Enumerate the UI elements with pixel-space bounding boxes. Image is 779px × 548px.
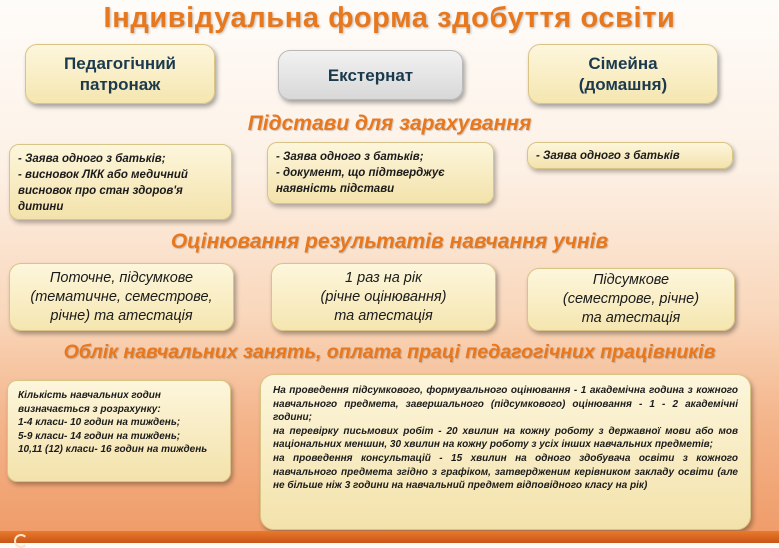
payment-item: На проведення підсумкового, формувального оцінювання - 1 академічна година з кожного навчального предмета, завершального (підсумкового) оцінювання - 1 - 2 академічні години;	[273, 385, 738, 424]
enrollment-box-external	[267, 142, 494, 204]
decor-swirl-icon	[14, 534, 28, 548]
enrollment-box-patronage	[9, 144, 232, 220]
page-title: Індивідуальна форма здобуття освіти	[103, 2, 676, 34]
list-item: - Заява одного з батьків	[536, 150, 680, 162]
eval-line: (тематичне, семестрове,	[30, 288, 213, 305]
section-heading-enrollment: Підстави для зарахування	[247, 112, 532, 135]
payment-item: на перевірку письмових робіт - 20 хвилин на кожну роботу з державної мови або мов національних меншин, 30 хвилин на кожну роботу з усіх інших навчальних предметів;	[273, 425, 738, 451]
form-label: Екстернат	[327, 65, 414, 85]
eval-line: Поточне, підсумкове	[49, 269, 194, 286]
hours-item: Кількість навчальних годин визначається з розрахунку:	[18, 390, 161, 415]
payment-item: на проведення консультацій - 15 хвилин на одного здобувача освіти з кожного навчального предмета згідно з графіком, затвердженим керівником закладу освіти (але не більше ніж 3 години на навчальний предмет відповідного класу на рік)	[273, 452, 738, 492]
eval-line: річне) та атестація	[50, 307, 193, 324]
eval-line: (семестрове, річне)	[562, 291, 700, 307]
form-label: (домашня)	[578, 75, 668, 94]
hours-item: 1-4 класи- 10 годин на тиждень;	[18, 417, 181, 428]
evaluation-box-patronage	[9, 263, 234, 331]
form-label: Сімейна	[588, 54, 658, 73]
list-item: - висновок ЛКК або медичний висновок про стан здоров'я дитини	[18, 169, 188, 213]
list-item: - Заява одного з батьків;	[18, 153, 166, 165]
eval-line: Підсумкове	[592, 272, 670, 288]
eval-line: (річне оцінювання)	[320, 288, 447, 305]
form-label: Педагогічний	[63, 54, 176, 73]
form-label: патронаж	[79, 75, 161, 94]
enrollment-box-family	[527, 142, 733, 169]
eval-line: та атестація	[334, 307, 433, 324]
section-heading-accounting: Облік навчальних занять, оплата праці педагогічних працівників	[63, 341, 716, 363]
footer-band	[0, 531, 779, 543]
hours-item: 10,11 (12) класи- 16 годин на тиждень	[18, 444, 208, 455]
form-family-home[interactable]	[528, 44, 718, 104]
list-item: - документ, що підтверджує наявність підстави	[276, 167, 445, 195]
evaluation-box-family	[527, 268, 735, 331]
eval-line: 1 раз на рік	[345, 269, 422, 286]
form-external-study[interactable]	[278, 50, 463, 100]
hours-item: 5-9 класи- 14 годин на тиждень;	[18, 430, 181, 442]
teacher-payment-box	[260, 374, 751, 530]
evaluation-box-external	[271, 263, 496, 331]
study-hours-box	[7, 380, 231, 482]
form-pedagogical-patronage[interactable]	[25, 44, 215, 104]
section-heading-evaluation: Оцінювання результатів навчання учнів	[170, 230, 609, 253]
eval-line: та атестація	[581, 310, 681, 326]
list-item: - Заява одного з батьків;	[276, 151, 424, 163]
